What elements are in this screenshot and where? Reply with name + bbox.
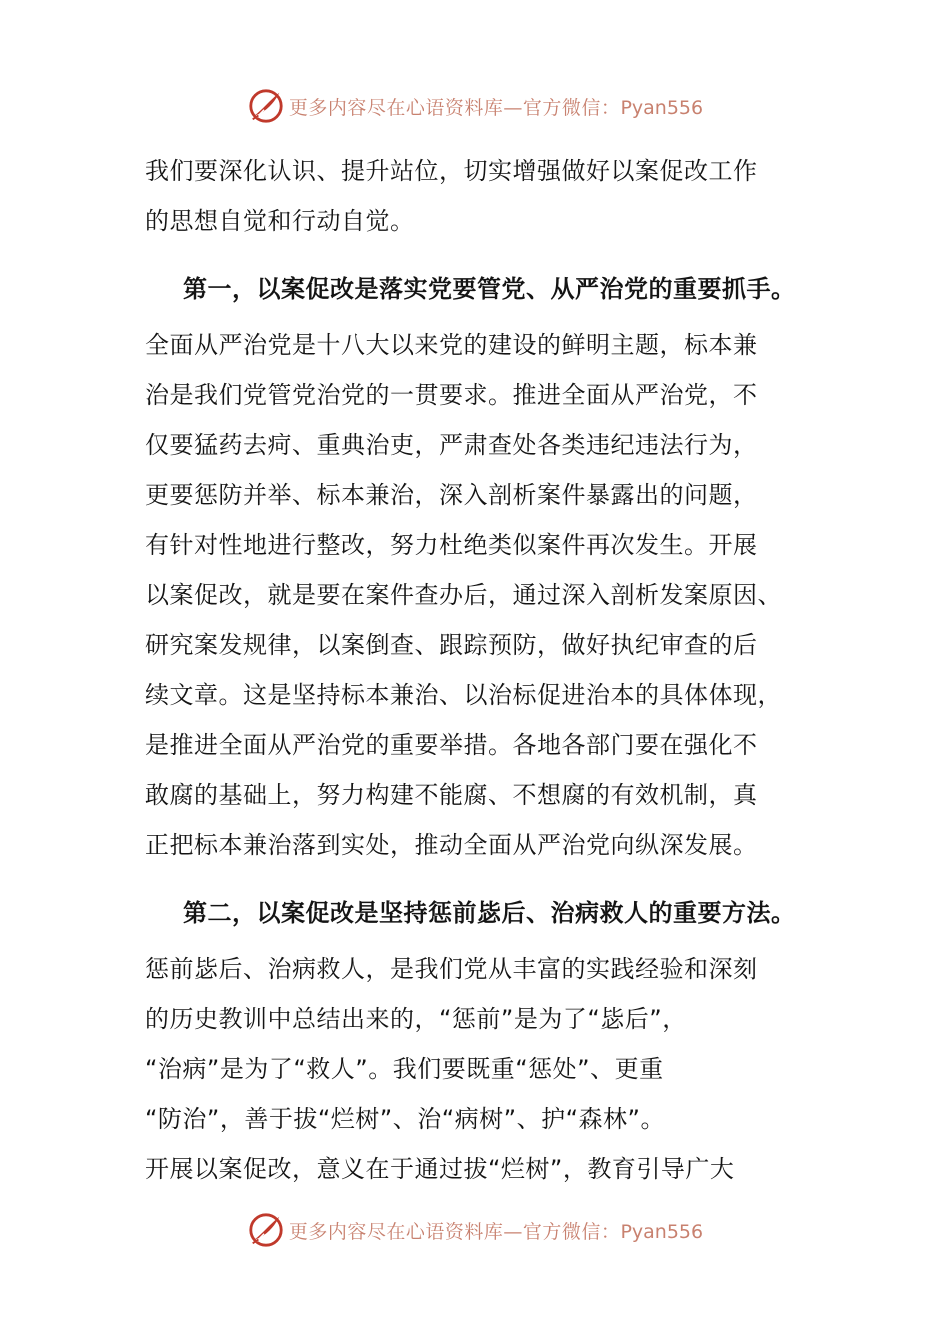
text-line: 有针对性地进行整改，努力杜绝类似案件再次发生。开展 (145, 531, 758, 559)
text-line: 开展以案促改，意义在于通过拔“烂树”，教育引导广大 (145, 1155, 735, 1183)
text-line: 敢腐的基础上，努力构建不能腐、不想腐的有效机制，真 (145, 781, 758, 809)
text-line: 是推进全面从严治党的重要举措。各地各部门要在强化不 (145, 731, 758, 759)
text-line: 的思想自觉和行动自觉。 (145, 207, 415, 235)
text-line: “防治”，善于拔“烂树”、治“病树”、护“森林”。 (145, 1105, 665, 1133)
footer-banner-content (247, 1211, 703, 1249)
text-line: 治是我们党管党治党的一贯要求。推进全面从严治党，不 (145, 381, 758, 409)
footer-banner-text (289, 1217, 703, 1244)
text-line: 仅要猛药去疴、重典治吏，严肃查处各类违纪违法行为， (145, 431, 758, 459)
quill-logo-icon (247, 87, 285, 125)
text-line: 我们要深化认识、提升站位，切实增强做好以案促改工作 (145, 157, 758, 185)
banner-separator: — (503, 1220, 523, 1243)
text-line: 续文章。这是坚持标本兼治、以治标促进治本的具体体现， (145, 681, 782, 709)
banner-wechat-id: Pyan556 (620, 96, 704, 119)
banner-official-label: 官方微信： (522, 96, 621, 119)
banner-official-label: 官方微信： (522, 1220, 621, 1243)
text-line: 更要惩防并举、标本兼治，深入剖析案件暴露出的问题， (145, 481, 758, 509)
section-heading: 第一，以案促改是落实党要管党、从严治党的重要抓手。 (183, 275, 796, 303)
text-line: 的历史教训中总结出来的，“惩前”是为了“毖后”， (145, 1005, 687, 1033)
header-banner-content (247, 87, 703, 125)
header-banner (0, 84, 950, 128)
text-line: 全面从严治党是十八大以来党的建设的鲜明主题，标本兼 (145, 331, 758, 359)
text-line: 惩前毖后、治病救人，是我们党从丰富的实践经验和深刻 (145, 955, 758, 983)
footer-banner (0, 1208, 950, 1252)
section-heading: 第二，以案促改是坚持惩前毖后、治病救人的重要方法。 (183, 899, 796, 927)
banner-separator: — (503, 96, 523, 119)
text-line: 研究案发规律，以案倒查、跟踪预防，做好执纪审查的后 (145, 631, 758, 659)
text-line: “治病”是为了“救人”。我们要既重“惩处”、更重 (145, 1055, 664, 1083)
text-line: 正把标本兼治落到实处，推动全面从严治党向纵深发展。 (145, 831, 758, 859)
banner-library-text: 更多内容尽在心语资料库 (288, 96, 504, 119)
banner-wechat-id: Pyan556 (620, 1220, 704, 1243)
document-body (145, 146, 825, 1194)
quill-logo-icon (247, 1211, 285, 1249)
header-banner-text (289, 93, 703, 120)
banner-library-text: 更多内容尽在心语资料库 (288, 1220, 504, 1243)
text-line: 以案促改，就是要在案件查办后，通过深入剖析发案原因、 (145, 581, 782, 609)
